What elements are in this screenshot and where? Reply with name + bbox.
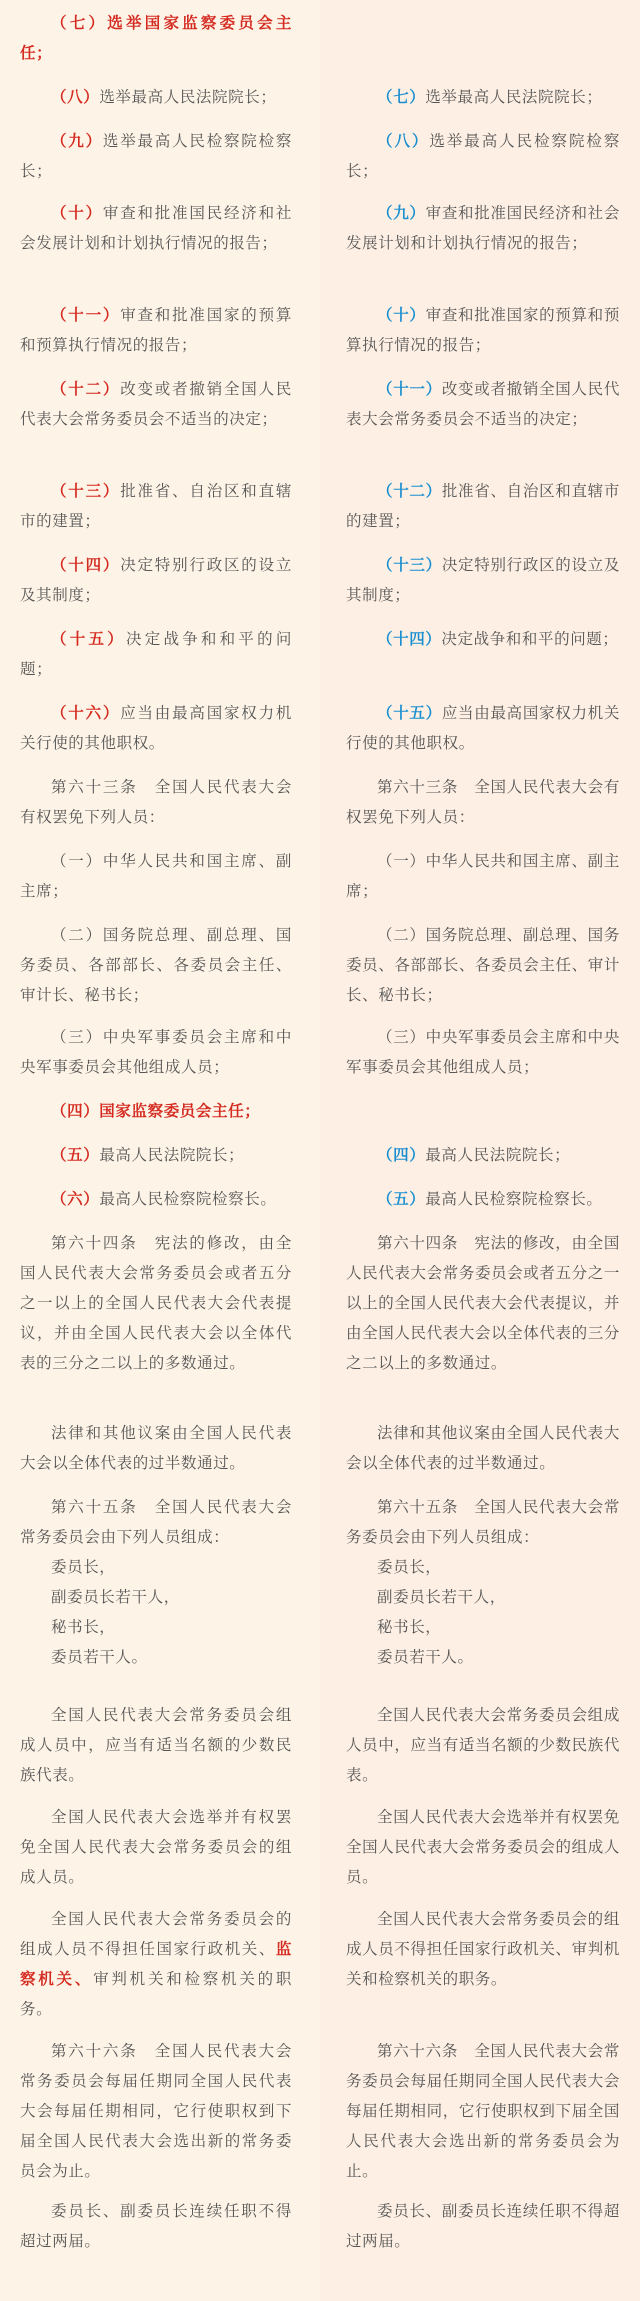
item-text: 最高人民法院院长； — [425, 1146, 571, 1164]
left-paragraph: 第六十四条 宪法的修改，由全国人民代表大会常务委员会或者五分之一以上的全国人民代表大会代表提议，并由全国人民代表大会以全体代表的三分之二以上的多数通过。 — [20, 1234, 292, 1372]
left-paragraph — [20, 126, 292, 186]
item-number: （五） — [377, 1190, 426, 1208]
right-paragraph: 第六十六条 全国人民代表大会常务委员会每届任期同全国人民代表大会每届任期相同，它行使职权到下届全国人民代表大会选出新的常务委员会为止。 — [346, 2042, 620, 2180]
item-text: 最高人民检察院检察长。 — [99, 1190, 277, 1208]
left-paragraph — [20, 374, 292, 434]
item-number: （十四） — [377, 630, 442, 648]
item-number: （十一） — [51, 306, 121, 324]
item-text: 审查和批准国家的预算和预算执行情况的报告； — [20, 306, 292, 354]
item-number: （十） — [377, 306, 426, 324]
right-paragraph: 全国人民代表大会选举并有权罢免全国人民代表大会常务委员会的组成人员。 — [346, 1808, 620, 1886]
item-number: （十二） — [377, 482, 442, 500]
item-text: 改变或者撤销全国人民代表大会常务委员会不适当的决定； — [346, 380, 620, 428]
right-paragraph — [346, 550, 620, 610]
right-paragraph: 第六十三条 全国人民代表大会有权罢免下列人员： — [346, 778, 620, 826]
item-text: 应当由最高国家权力机关行使的其他职权。 — [346, 704, 620, 752]
item-number: （八） — [51, 88, 100, 106]
highlight-text: （四）国家监察委员会主任； — [51, 1102, 261, 1120]
left-paragraph: 全国人民代表大会常务委员会组成人员中，应当有适当名额的少数民族代表。 — [20, 1706, 292, 1784]
left-paragraph: 法律和其他议案由全国人民代表大会以全体代表的过半数通过。 — [20, 1424, 292, 1472]
right-paragraph: 秘书长， — [377, 1618, 442, 1636]
left-paragraph: （三）中央军事委员会主席和中央军事委员会其他组成人员； — [20, 1028, 292, 1076]
item-text: 最高人民法院院长； — [99, 1146, 245, 1164]
left-paragraph: 秘书长， — [51, 1618, 116, 1636]
item-text: 批准省、自治区和直辖市的建置； — [20, 482, 292, 530]
item-text: 审查和批准国民经济和社会发展计划和计划执行情况的报告； — [20, 204, 292, 252]
right-paragraph — [346, 198, 620, 258]
left-paragraph: （二）国务院总理、副总理、国务委员、各部部长、各委员会主任、审计长、秘书长； — [20, 926, 292, 1004]
left-paragraph — [20, 624, 292, 684]
right-paragraph: 法律和其他议案由全国人民代表大会以全体代表的过半数通过。 — [346, 1424, 620, 1472]
left-paragraph: 第六十三条 全国人民代表大会有权罢免下列人员： — [20, 778, 292, 826]
right-paragraph: （三）中央军事委员会主席和中央军事委员会其他组成人员； — [346, 1028, 620, 1076]
left-paragraph: 副委员长若干人， — [51, 1588, 180, 1606]
item-text: 应当由最高国家权力机关行使的其他职权。 — [20, 704, 292, 752]
right-paragraph — [346, 300, 620, 360]
item-number: （四） — [377, 1146, 426, 1164]
right-paragraph — [346, 698, 620, 758]
left-paragraph: 委员长、副委员长连续任职不得超过两届。 — [20, 2202, 292, 2250]
right-paragraph — [346, 82, 620, 112]
left-paragraph — [20, 550, 292, 610]
left-paragraph: （一）中华人民共和国主席、副主席； — [20, 852, 292, 900]
right-paragraph — [346, 1140, 620, 1170]
left-paragraph — [20, 8, 292, 68]
column-original — [320, 0, 640, 2301]
item-text: 决定特别行政区的设立及其制度； — [346, 556, 620, 604]
right-paragraph: （二）国务院总理、副总理、国务委员、各部部长、各委员会主任、审计长、秘书长； — [346, 926, 620, 1004]
right-paragraph: 全国人民代表大会常务委员会的组成人员不得担任国家行政机关、审判机关和检察机关的职务。 — [346, 1910, 620, 1988]
item-number: （十三） — [51, 482, 121, 500]
right-paragraph — [346, 126, 620, 186]
left-paragraph — [20, 300, 292, 360]
left-paragraph: 全国人民代表大会选举并有权罢免全国人民代表大会常务委员会的组成人员。 — [20, 1808, 292, 1886]
item-text: 决定战争和和平的问题； — [20, 630, 292, 678]
item-text: 决定特别行政区的设立及其制度； — [20, 556, 292, 604]
left-paragraph — [20, 476, 292, 536]
right-paragraph: 副委员长若干人， — [377, 1588, 506, 1606]
item-number: （十五） — [51, 630, 126, 648]
right-paragraph — [346, 374, 620, 434]
item-number: （六） — [51, 1190, 100, 1208]
left-paragraph — [20, 1096, 292, 1126]
item-text: 决定战争和和平的问题； — [441, 630, 619, 648]
item-text: 批准省、自治区和直辖市的建置； — [346, 482, 620, 530]
left-paragraph: 全国人民代表大会常务委员会的组成人员不得担任国家行政机关、监察机关、审判机关和检察机关的职务。 — [20, 1910, 293, 2018]
item-number: （十五） — [377, 704, 442, 722]
right-paragraph: 委员若干人。 — [377, 1648, 474, 1666]
left-paragraph — [20, 1140, 292, 1170]
right-paragraph: （一）中华人民共和国主席、副主席； — [346, 852, 620, 900]
item-text: 选举最高人民法院院长； — [425, 88, 603, 106]
left-paragraph: 第六十五条 全国人民代表大会常务委员会由下列人员组成： — [20, 1498, 292, 1546]
right-paragraph: 第六十四条 宪法的修改，由全国人民代表大会常务委员会或者五分之一以上的全国人民代表大会代表提议，并由全国人民代表大会以全体代表的三分之二以上的多数通过。 — [346, 1234, 620, 1372]
left-paragraph — [20, 1184, 292, 1214]
highlight-text: （七）选举国家监察委员会主任； — [20, 14, 292, 62]
left-paragraph — [20, 82, 292, 112]
item-number: （十四） — [51, 556, 121, 574]
highlight-text: 监察机关、 — [20, 1940, 292, 1988]
item-number: （十） — [51, 204, 103, 222]
right-paragraph — [346, 476, 620, 536]
item-number: （七） — [377, 88, 426, 106]
item-number: （九） — [51, 132, 103, 150]
right-paragraph: 第六十五条 全国人民代表大会常务委员会由下列人员组成： — [346, 1498, 620, 1546]
item-number: （十一） — [377, 380, 442, 398]
item-text: 改变或者撤销全国人民代表大会常务委员会不适当的决定； — [20, 380, 292, 428]
left-paragraph: 委员长， — [51, 1558, 116, 1576]
item-number: （八） — [377, 132, 430, 150]
right-paragraph — [346, 624, 620, 654]
item-text: 审查和批准国民经济和社会发展计划和计划执行情况的报告； — [346, 204, 620, 252]
left-paragraph — [20, 698, 292, 758]
item-text: 选举最高人民检察院检察长； — [20, 132, 292, 180]
item-number: （五） — [51, 1146, 100, 1164]
item-text: 选举最高人民检察院检察长； — [346, 132, 620, 180]
item-number: （十三） — [377, 556, 442, 574]
item-text: 最高人民检察院检察长。 — [425, 1190, 603, 1208]
left-paragraph — [20, 198, 292, 258]
right-paragraph: 全国人民代表大会常务委员会组成人员中，应当有适当名额的少数民族代表。 — [346, 1706, 620, 1784]
right-paragraph: 委员长、副委员长连续任职不得超过两届。 — [346, 2202, 620, 2250]
right-paragraph: 委员长， — [377, 1558, 442, 1576]
left-paragraph: 第六十六条 全国人民代表大会常务委员会每届任期同全国人民代表大会每届任期相同，它行使职权到下届全国人民代表大会选出新的常务委员会为止。 — [20, 2042, 292, 2180]
item-text: 审查和批准国家的预算和预算执行情况的报告； — [346, 306, 620, 354]
left-paragraph: 委员若干人。 — [51, 1648, 148, 1666]
item-number: （九） — [377, 204, 426, 222]
item-number: （十二） — [51, 380, 121, 398]
item-number: （十六） — [51, 704, 121, 722]
item-text: 选举最高人民法院院长； — [99, 88, 277, 106]
right-paragraph — [346, 1184, 620, 1214]
